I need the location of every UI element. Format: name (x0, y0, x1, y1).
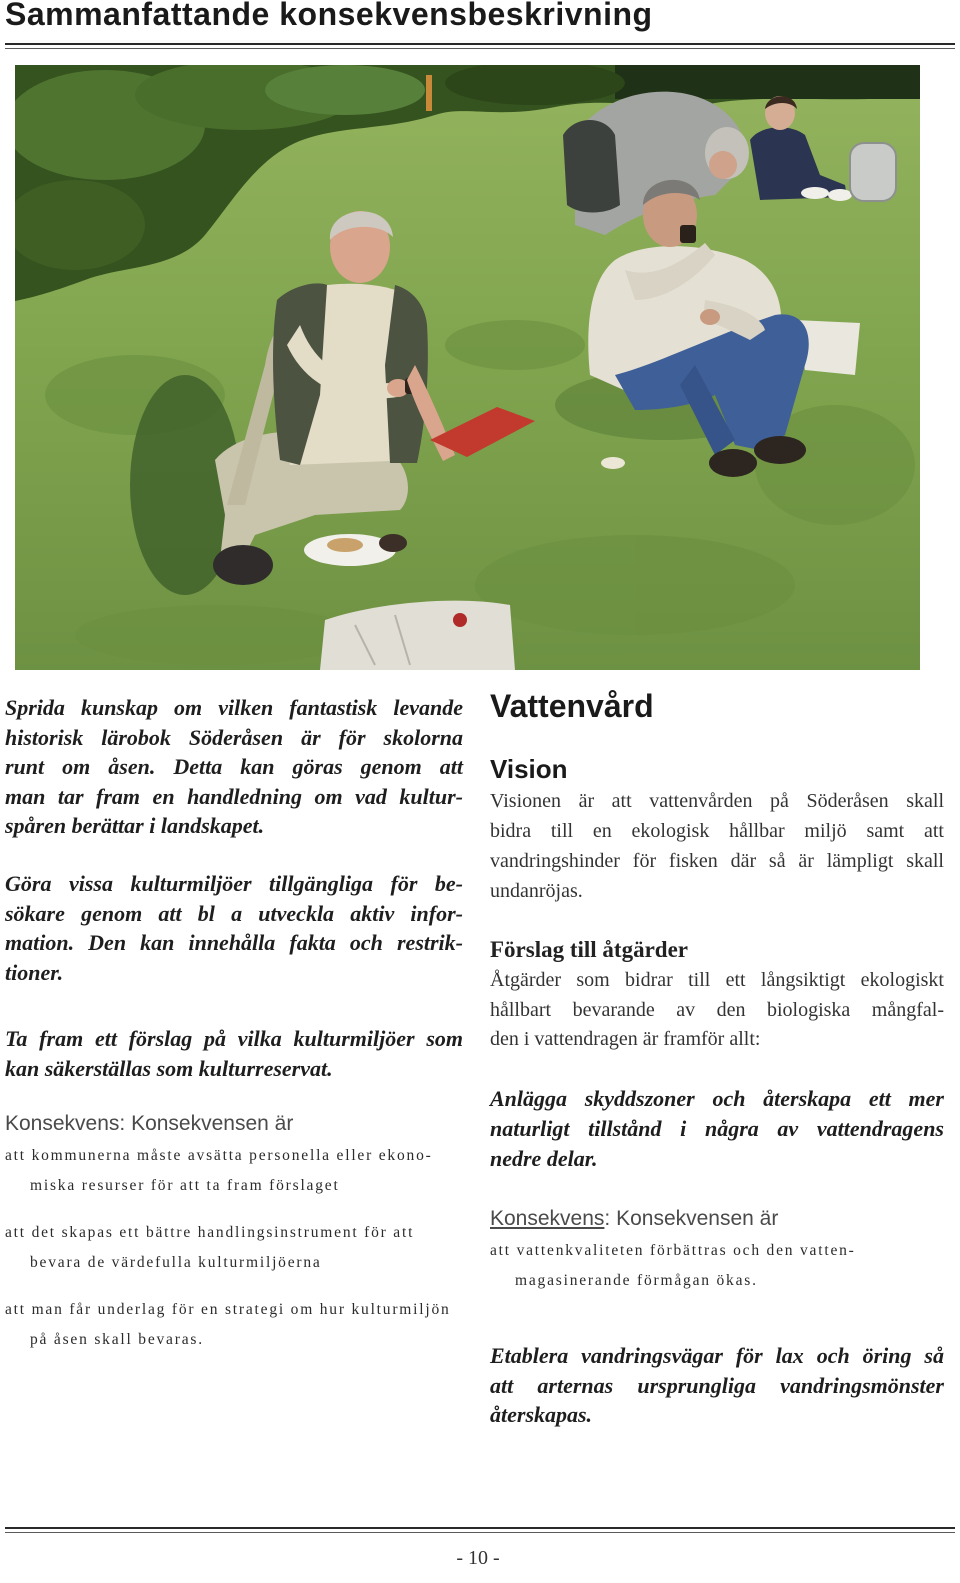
text-line: spåren berättar i landskapet. (5, 813, 265, 838)
text-line: Åtgärder som bidrar till ett långsiktigt ekologiskt (490, 969, 944, 991)
konsekvens-label (490, 1206, 944, 1232)
text-line: Etablera vandringsvägar för lax och öring så (490, 1343, 944, 1368)
text-line: man tar fram en handledning om vad kultur- (5, 783, 463, 809)
text-line: den i vattendragen är framför allt: (490, 1028, 761, 1050)
text-line: att kommunerna måste avsätta personella eller ekono- (5, 1147, 433, 1164)
section-heading-vattenvard: Vattenvård (490, 688, 654, 724)
text-line: hållbart bevarande av den biologiska mångfal- (490, 998, 944, 1021)
text-line: runt om åsen. Detta kan göras genom att (5, 754, 463, 779)
text-line: mation. Den kan innehålla fakta och restrik- (5, 930, 463, 955)
text-line: bevara de värdefulla kulturmiljöerna (30, 1253, 322, 1271)
paragraph-sprida-kunskap (5, 693, 463, 841)
text-line: naturligt tillstånd i några av vattendragens (490, 1116, 944, 1141)
text-line: vandringshinder för fisken där så är lämpligt skall (490, 850, 944, 872)
text-line: återskapas. (490, 1402, 593, 1428)
text-line: att vattenkvaliteten förbättras och den vatten- (490, 1242, 856, 1259)
orange-post (426, 75, 432, 111)
header-rule (5, 43, 955, 49)
consequence-item (5, 1295, 463, 1354)
text-line: miska resurser för att ta fram förslaget (30, 1176, 340, 1194)
text-line: magasinerande förmågan ökas. (515, 1271, 758, 1289)
page-title: Sammanfattande konsekvensbeskrivning (5, 0, 653, 32)
text-line: att arternas ursprungliga vandringsmönster (490, 1372, 944, 1398)
subheading-forslag: Förslag till åtgärder (490, 937, 689, 962)
text-line: Sprida kunskap om vilken fantastisk levande (5, 695, 463, 720)
consequence-item (5, 1141, 463, 1200)
konsekvens-term: Konsekvens (490, 1207, 605, 1230)
text-line: undanröjas. (490, 880, 583, 902)
text-line: historisk lärobok Söderåsen är för skolorna (5, 724, 463, 750)
text-line: nedre delar. (490, 1146, 598, 1171)
text-line: bidra till en ekologisk hållbar miljö samt att (490, 820, 944, 842)
text-line: tioner. (5, 959, 64, 985)
text-line: att man får underlag för en strategi om hur kulturmiljön (5, 1301, 451, 1318)
backpack (850, 143, 896, 201)
text-line: Göra vissa kulturmiljöer tillgängliga för be- (5, 871, 463, 896)
cup (601, 457, 625, 469)
paragraph-kulturreservat (5, 1024, 463, 1084)
konsekvens-rest: : Konsekvensen är (604, 1207, 779, 1230)
konsekvens-label: Konsekvens: Konsekvensen är (5, 1112, 294, 1135)
text-line: Visionen är att vattenvården på Söderåsen skall (490, 790, 944, 812)
text-line: att det skapas ett bättre handlingsinstrument för att (5, 1224, 415, 1241)
consequence-item (5, 1218, 463, 1277)
paragraph-gora-tillgangliga (5, 869, 463, 987)
page-number: - 10 - (456, 1547, 500, 1569)
text-line: kan säkerställas som kulturreservat. (5, 1056, 333, 1081)
text-line: på åsen skall bevaras. (30, 1330, 204, 1348)
footer-rule (5, 1527, 955, 1533)
photo (15, 65, 920, 670)
paragraph-anlagga-skyddszoner (490, 1084, 944, 1174)
paragraph-vision (490, 786, 944, 906)
text-line: Ta fram ett förslag på vilka kulturmiljöer som (5, 1026, 463, 1051)
subheading-vision: Vision (490, 754, 568, 784)
paragraph-etablera-vandringsvagar (490, 1341, 944, 1430)
paragraph-forslag (490, 966, 944, 1055)
text-line: sökare genom att bl a utveckla aktiv infor- (5, 900, 463, 926)
text-line: Anlägga skyddszoner och återskapa ett mer (490, 1086, 944, 1111)
consequence-item (490, 1236, 944, 1295)
